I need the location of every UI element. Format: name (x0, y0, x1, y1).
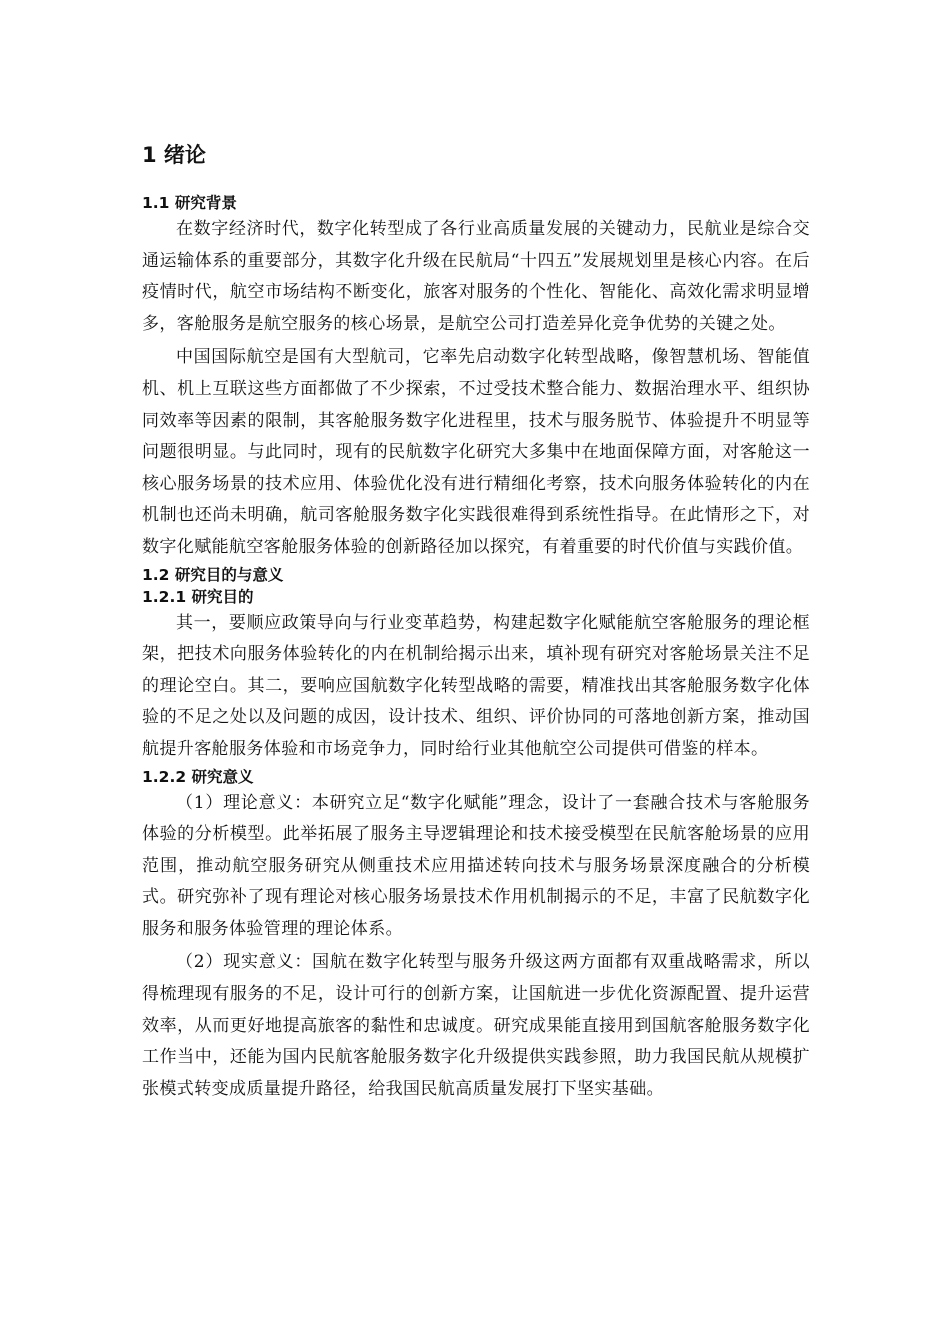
section-heading-1-1: 1.1 研究背景 (142, 194, 237, 212)
paragraph-background-1: 在数字经济时代，数字化转型成了各行业高质量发展的关键动力，民航业是综合交通运输体系的重要部分，其数字化升级在民航局“十四五”发展规划里是核心内容。在后疫情时代，航空市场结构不断变化，旅客对服务的个性化、智能化、高效化需求明显增多，客舱服务是航空服务的核心场景，是航空公司打造差异化竞争优势的关键之处。 (142, 219, 810, 334)
paragraph-practical-significance: （2）现实意义：国航在数字化转型与服务升级这两方面都有双重战略需求，所以得梳理现有服务的不足，设计可行的创新方案，让国航进一步优化资源配置、提升运营效率，从而更好地提高旅客的黏性和忠诚度。研究成果能直接用到国航客舱服务数字化工作当中，还能为国内民航客舱服务数字化升级提供实践参照，助力我国民航从规模扩张模式转变成质量提升路径，给我国民航高质量发展打下坚实基础。 (142, 952, 810, 1099)
chapter-title: 1 绪论 (142, 143, 206, 167)
paragraph-theoretical-significance: （1）理论意义：本研究立足“数字化赋能”理念，设计了一套融合技术与客舱服务体验的分析模型。此举拓展了服务主导逻辑理论和技术接受模型在民航客舱场景的应用范围，推动航空服务研究从侧重技术应用描述转向技术与服务场景深度融合的分析模式。研究弥补了现有理论对核心服务场景技术作用机制揭示的不足，丰富了民航数字化服务和服务体验管理的理论体系。 (142, 792, 810, 939)
section-heading-1-2-2: 1.2.2 研究意义 (142, 767, 254, 786)
section-heading-1-2: 1.2 研究目的与意义 (142, 565, 284, 584)
paragraph-purpose: 其一，要顺应政策导向与行业变革趋势，构建起数字化赋能航空客舱服务的理论框架，把技术向服务体验转化的内在机制给揭示出来，填补现有研究对客舱场景关注不足的理论空白。其二，要响应国航数字化转型战略的需要，精准找出其客舱服务数字化体验的不足之处以及问题的成因，设计技术、组织、评价协同的可落地创新方案，推动国航提升客舱服务体验和市场竞争力，同时给行业其他航空公司提供可借鉴的样本。 (142, 612, 810, 759)
document-body (142, 140, 810, 1107)
paragraph-background-2: 中国国际航空是国有大型航司，它率先启动数字化转型战略，像智慧机场、智能值机、机上互联这些方面都做了不少探索，不过受技术整合能力、数据治理水平、组织协同效率等因素的限制，其客舱服务数字化进程里，技术与服务脱节、体验提升不明显等问题很明显。与此同时，现有的民航数字化研究大多集中在地面保障方面，对客舱这一核心服务场景的技术应用、体验优化没有进行精细化考察，技术向服务体验转化的内在机制也还尚未明确，航司客舱服务数字化实践很难得到系统性指导。在此情形之下，对数字化赋能航空客舱服务体验的创新路径加以探究，有着重要的时代价值与实践价值。 (142, 347, 810, 557)
section-heading-1-2-1: 1.2.1 研究目的 (142, 587, 254, 606)
